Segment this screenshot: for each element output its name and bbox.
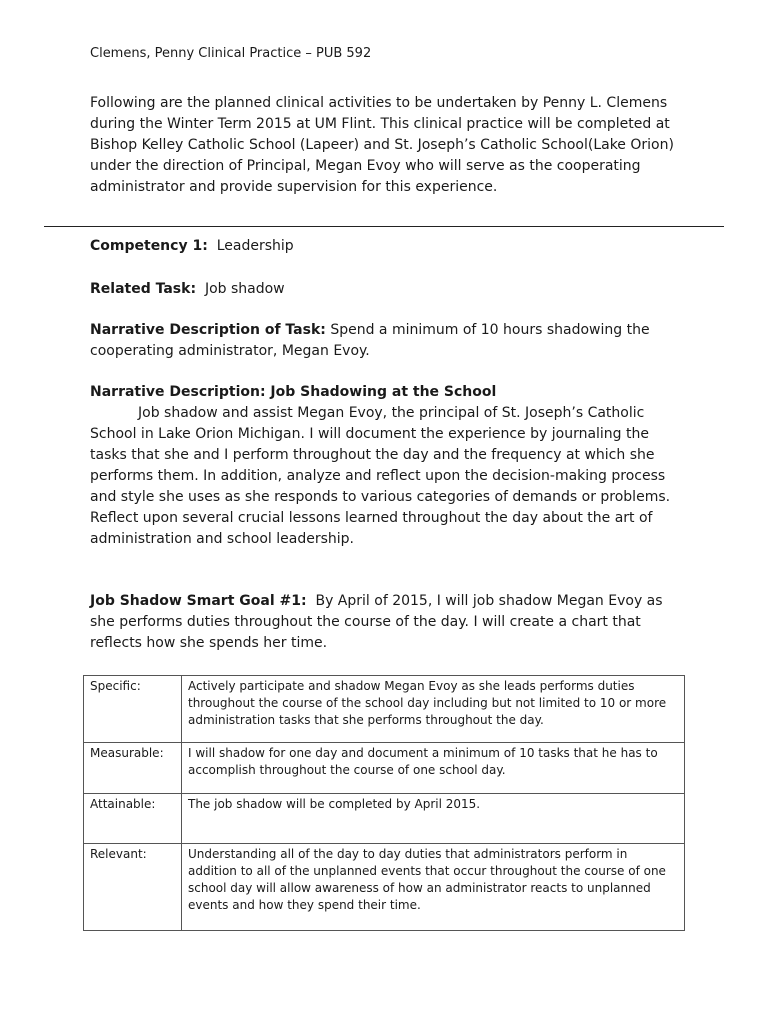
related-task-label: Related Task: [90,281,197,297]
document-header: Clemens, Penny Clinical Practice – PUB 592 [90,46,372,61]
table-row-label: Relevant: [84,844,182,931]
smart-goal-paragraph [90,591,690,654]
smart-goal-value: By April of 2015, I will job shadow Megan Evoy as she performs duties throughout the course of the day. I will create a chart that reflects how she spends her time. [90,593,663,651]
table-row [84,743,685,794]
related-task-line [90,279,690,300]
competency-value: Leadership [216,238,294,254]
table-row [84,794,685,844]
narrative-description-body: Job shadow and assist Megan Evoy, the principal of St. Joseph’s Catholic School in Lake Orion Michigan. I will document the experience by journaling the tasks that she and I perform throughout the day and the frequency at which she performs them. In addition, analyze and reflect upon the decision-making process and style she uses as she responds to various categories of demands or problems. Reflect upon several crucial lessons learned throughout the day about the art of administration and school leadership. [90,405,671,547]
table-row [84,676,685,743]
related-task-value: Job shadow [204,281,285,297]
narrative-task-label: Narrative Description of Task: [90,322,326,338]
narrative-description-heading: Narrative Description: Job Shadowing at the School [90,384,497,400]
table-row-text: Actively participate and shadow Megan Evoy as she leads performs duties throughout the course of the school day including but not limited to 10 or more administration tasks that she performs throughout the day. [182,676,685,743]
narrative-description-section [90,382,690,550]
competency-line [90,236,690,257]
section-divider [44,226,724,227]
competency-label: Competency 1: [90,238,208,254]
intro-paragraph: Following are the planned clinical activities to be undertaken by Penny L. Clemens during the Winter Term 2015 at UM Flint. This clinical practice will be completed at Bishop Kelley Catholic School (Lapeer) and St. Joseph’s Catholic School(Lake Orion) under the direction of Principal, Megan Evoy who will serve as the cooperating administrator and provide supervision for this experience. [90,95,674,195]
table-row-label: Specific: [84,676,182,743]
table-row-text: The job shadow will be completed by April 2015. [182,794,685,844]
smart-goal-label: Job Shadow Smart Goal #1: [90,593,307,609]
table-row-label: Measurable: [84,743,182,794]
table-row-text: I will shadow for one day and document a minimum of 10 tasks that he has to accomplish throughout the course of one school day. [182,743,685,794]
narrative-task-value: Spend a minimum of 10 hours shadowing the cooperating administrator, Megan Evoy. [90,322,650,359]
table-row-text: Understanding all of the day to day duties that administrators perform in addition to all of the unplanned events that occur throughout the course of one school day will allow awareness of how an administrator reacts to unplanned events and how they spend their time. [182,844,685,931]
narrative-task-paragraph [90,320,690,362]
table-row [84,844,685,931]
smart-goal-table [83,675,685,931]
table-row-label: Attainable: [84,794,182,844]
